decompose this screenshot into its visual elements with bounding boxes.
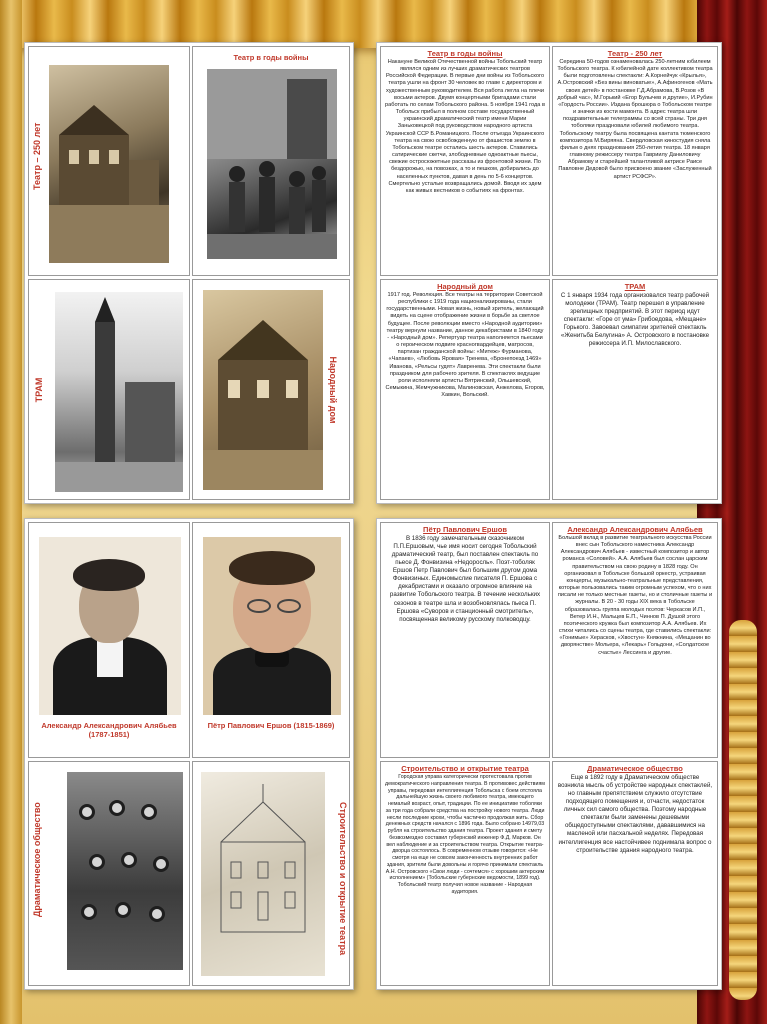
- peoples-house-text-title: Народный дом: [437, 282, 493, 291]
- cell-theatre-250: [28, 46, 190, 276]
- cell-tram-text: [552, 279, 718, 500]
- cell-anniversary-text: [552, 46, 718, 276]
- cell-war-photo: [192, 46, 350, 276]
- building-text-title: Строительство и открытие театра: [401, 764, 529, 773]
- tram-text-body: С 1 января 1934 года организовался театр рабочей молодежи (ТРАМ). Театр перешел в управление зрелищных предприятий. В этот период идут спектакли: «Горе от ума» Грибоедова, «Мещане» Горького. Завоевал симпатии зрителей спектакль «Женитьба Белугина» А. Островского в постановке режиссера И.П. Милославского.: [560, 292, 710, 348]
- building-text-body: Городская управа категорически протестовала против демократического направления театра. В противовес действиям управы, передовая интеллигенция Тобольска с боем отстояла дальнейшую жизнь своего любимого театра, имеющего немалый возраст, опыт, традиции. По ее инициативе тоболяки за три года собрали средства на постройку нового театра. Люди несли последние крохи, чтобы частично продолжая жить. Сбор денежных средств начался с 1896 года. Было собрано 14979,03 рубля на строительство здания театра. Проект здания и смету безвозмездно составил губернский инженер Ф.Д. Марков. Он вел наблюдение и за строительством театра. Открытие театра-дворца состоялось. В современном отзыве говорится: «Не смотря на еще не совсем законченность внутренних работ здания, зрители были довольны и горячо принимали спектакль А.Н. Островского «Свои люди - сочтемся» с хорошим актерским исполнением» (Тобольские губернские ведомости, 1899 год). Тобольский театр получил новое название - Народная аудитория.: [385, 774, 545, 896]
- society-text-body: Еще в 1892 году в Драматическом обществе возникла мысль об устройстве народных спектаклей, но главным препятствием служило отсутствие подходящего помещения и, отчасти, недостаток личных сил самого общества. Поэтому народные спектакли были заменены дешевыми общедоступными спектаклями, дававшимися на масленой или пасхальной неделях. Передовая интеллигенция все настойчивее поднимала вопрос о строительстве здания народного театра.: [557, 774, 713, 854]
- sheet-top-left: [24, 42, 354, 504]
- portrait-ershov: [203, 537, 341, 715]
- portrait-alyabiev-caption: Александр Александрович Алябьев (1787-1851): [41, 721, 177, 740]
- peoples-house-label: Народный дом: [328, 356, 338, 424]
- society-text-title: Драматическое общество: [587, 764, 683, 773]
- alyabiev-text-title: Александр Александрович Алябьев: [567, 525, 703, 534]
- alyabiev-text-body: Большой вклад в развитие театрального искусства России внес сын Тобольского наместника Александр Александрович Алябьев - известный композитор и автор романса «Соловей». А.А. Алябьев был сослан царским правительством на свою родину в 1828 году. Он организовал в Тобольске большой оркестр, устраивая концерты, музыкально-театральные представления, которые пользовались таким огромным успехом, что о них писали не только местные газеты, но и столичные газеты и журналы. В 20 - 30 годы XIX века в Тобольске образовалась группа молодых поэтов: Черкасов И.П., Ветер И.Н., Мальцев Е.П., Чиннов П. Душой этого поэтического кружка был композитор А.А. Алябьев. Их стихи читались со сцены театра, где ставились спектакли: «Гонимые» Херасков, «Хвостун» Княжнина, «Мещанин во дворянстве» Мольера, «Лекарь» Гольдони, «Солдатское счастье» Лессинга и другие.: [557, 535, 713, 656]
- tram-text-title: ТРАМ: [624, 282, 646, 291]
- cell-building-text: [380, 761, 550, 986]
- cell-dramatic-society: [28, 761, 190, 986]
- photo-dramatic-society-group: [67, 772, 183, 970]
- war-photo-title: Театр в годы войны: [233, 53, 309, 62]
- portrait-ershov-caption: Пётр Павлович Ершов (1815-1869): [207, 721, 335, 730]
- theatre-250-label: Театр – 250 лет: [32, 122, 42, 190]
- portrait-alyabiev: [39, 537, 181, 715]
- photo-old-theatre-building: [49, 65, 169, 263]
- sheet-top-right: [376, 42, 722, 504]
- peoples-house-text-body: 1917 год. Революция. Все театры на территории Советской республики с 1919 года национализированы, стали государственными. Новая жизнь, новый зритель, желающий видеть на сцене отображение жизни в борьбе за светлое будущее. После революции вместо «Народной аудитории» театру вернули название, данное декабристами в 1840 году - «Народный дом». Репертуар театра наполняется пьесами о героическом подвиге красногвардейцев, матросов, партизан гражданской войны: «Митеж» Фурманова, «Чапаев», «Любовь Яровая» Тренева, «Бронепоезд 1469» Иванова, «Рельсы гудят» Лавренева. Эти спектакли были праздником для рабочего зрителя. В спектаклях ведущие роли исполняли артисты Вятринский, Ольшевский, Семыкина, Жемчужникова, Малиновская, Анжелова, Егоров, Хавкин, Вольский.: [385, 292, 545, 399]
- photo-war-soldiers: [207, 69, 337, 259]
- gold-fringe-decoration: [729, 620, 757, 1000]
- photo-theatre-building-drawing: [201, 772, 325, 976]
- anniversary-text-title: Театр - 250 лет: [607, 49, 663, 58]
- war-text-title: Театр в годы войны: [427, 49, 503, 58]
- cell-war-text: [380, 46, 550, 276]
- sheet-bottom-left: [24, 518, 354, 990]
- photo-peoples-house: [203, 290, 323, 490]
- dramatic-society-label: Драматическое общество: [32, 802, 42, 917]
- cell-theatre-building: [192, 761, 350, 986]
- tram-label: ТРАМ: [34, 377, 44, 403]
- cell-portrait-ershov: [192, 522, 350, 758]
- cell-ershov-text: [380, 522, 550, 758]
- anniversary-text-body: Середина 50-годов ознаменовалась 250-летним юбилеем Тобольского театра. К юбилейной дате коллективом театра были подготовлены спектакли: А.Корнейчук «Крылья», А.Островский «Без вины виноватые», А.Афиногенов «Мать своих детей» в постановке Г.Д.Абрамова, В.Розов «В добрый час», М.Горький «Егор Булычев и другие», И.Рубин «Гордость России». Издана брошюра о Тобольском театре и значки из кости мамонта. В адрес театра шли поздравительные телеграммы со всей страны. Три дня тоболяки праздновали юбилей любимого театра. Тобольскому театру была посвящена кантата тюменского композитора М.Биряяна. Свердловская киностудия сняла фильм о днях празднования 250-летия театра. 18 января главному режиссеру театра Гавриилу Даниловичу Абрамову и старейшей талантливой актрисе Раисе Павловне Дедовой было присвоено звание «Заслуженный артист РСФСР».: [557, 59, 713, 180]
- cell-society-text: [552, 761, 718, 986]
- ershov-text-title: Пётр Павлович Ершов: [423, 525, 507, 534]
- cell-peoples-house: [192, 279, 350, 500]
- cell-portrait-alyabiev: [28, 522, 190, 758]
- curtain-left-decoration: [0, 0, 22, 1024]
- cell-alyabiev-text: [552, 522, 718, 758]
- cell-peoples-house-text: [380, 279, 550, 500]
- curtain-top-decoration: [0, 0, 767, 48]
- cell-tram: [28, 279, 190, 500]
- ershov-text-body: В 1836 году замечательным сказочником П.П.Ершовым, чье имя носит сегодня Тобольский драматический театр, был поставлен спектакль по пьесе Д. Фонвизина «Недоросль». Поэт-тоболяк Ершов Петр Павлович был большим другом дома Фонвизиных. Единомыслие писателя П. Ершова с декабристами и оказало огромное влияние на развитие Тобольского театра. В течение нескольких сезонов в театре шла и возобновлялась пьеса П. Ершова «Суворов и станционный смотритель», посвященная великому русскому полководцу.: [389, 535, 541, 623]
- sheet-bottom-right: [376, 518, 722, 990]
- theatre-building-label: Строительство и открытие театра: [338, 802, 348, 956]
- photo-tram-church: [55, 292, 183, 492]
- war-text-body: Накануне Великой Отечественной войны Тобольский театр являлся одним из лучших драматических театров Российской Федерации. В первые дни войны из Тобольского театра ушли на фронт 30 человек во главе с директором и художественным руководителем. Вся работа легла на плечи восьми актеров. Двумя концертными бригадами стали работать по селам Тобольского района. 5 ноября 1941 года в Тобольск прибыл в полном составе государственный украинский драматический театр имени Марии Заньковецкой под руководством народного артиста Украинской ССР Б.Романицкого. После отъезда Украинского театра на свою освобожденную от фашистов землю в Тобольском театре остались шесть актеров. Ставились сатирические скетчи, злободневные одноактные пьесы, свежие остросюжетные рассказы из фронтовой жизни. По бездорожью, на повозках, а то и пешком, добирались до населенных пунктов, давая в день по 5-6 концертов. Смертельно усталые возвращались домой. Вводя их эдем как живых вестников о событиях на фронтах.: [385, 59, 545, 194]
